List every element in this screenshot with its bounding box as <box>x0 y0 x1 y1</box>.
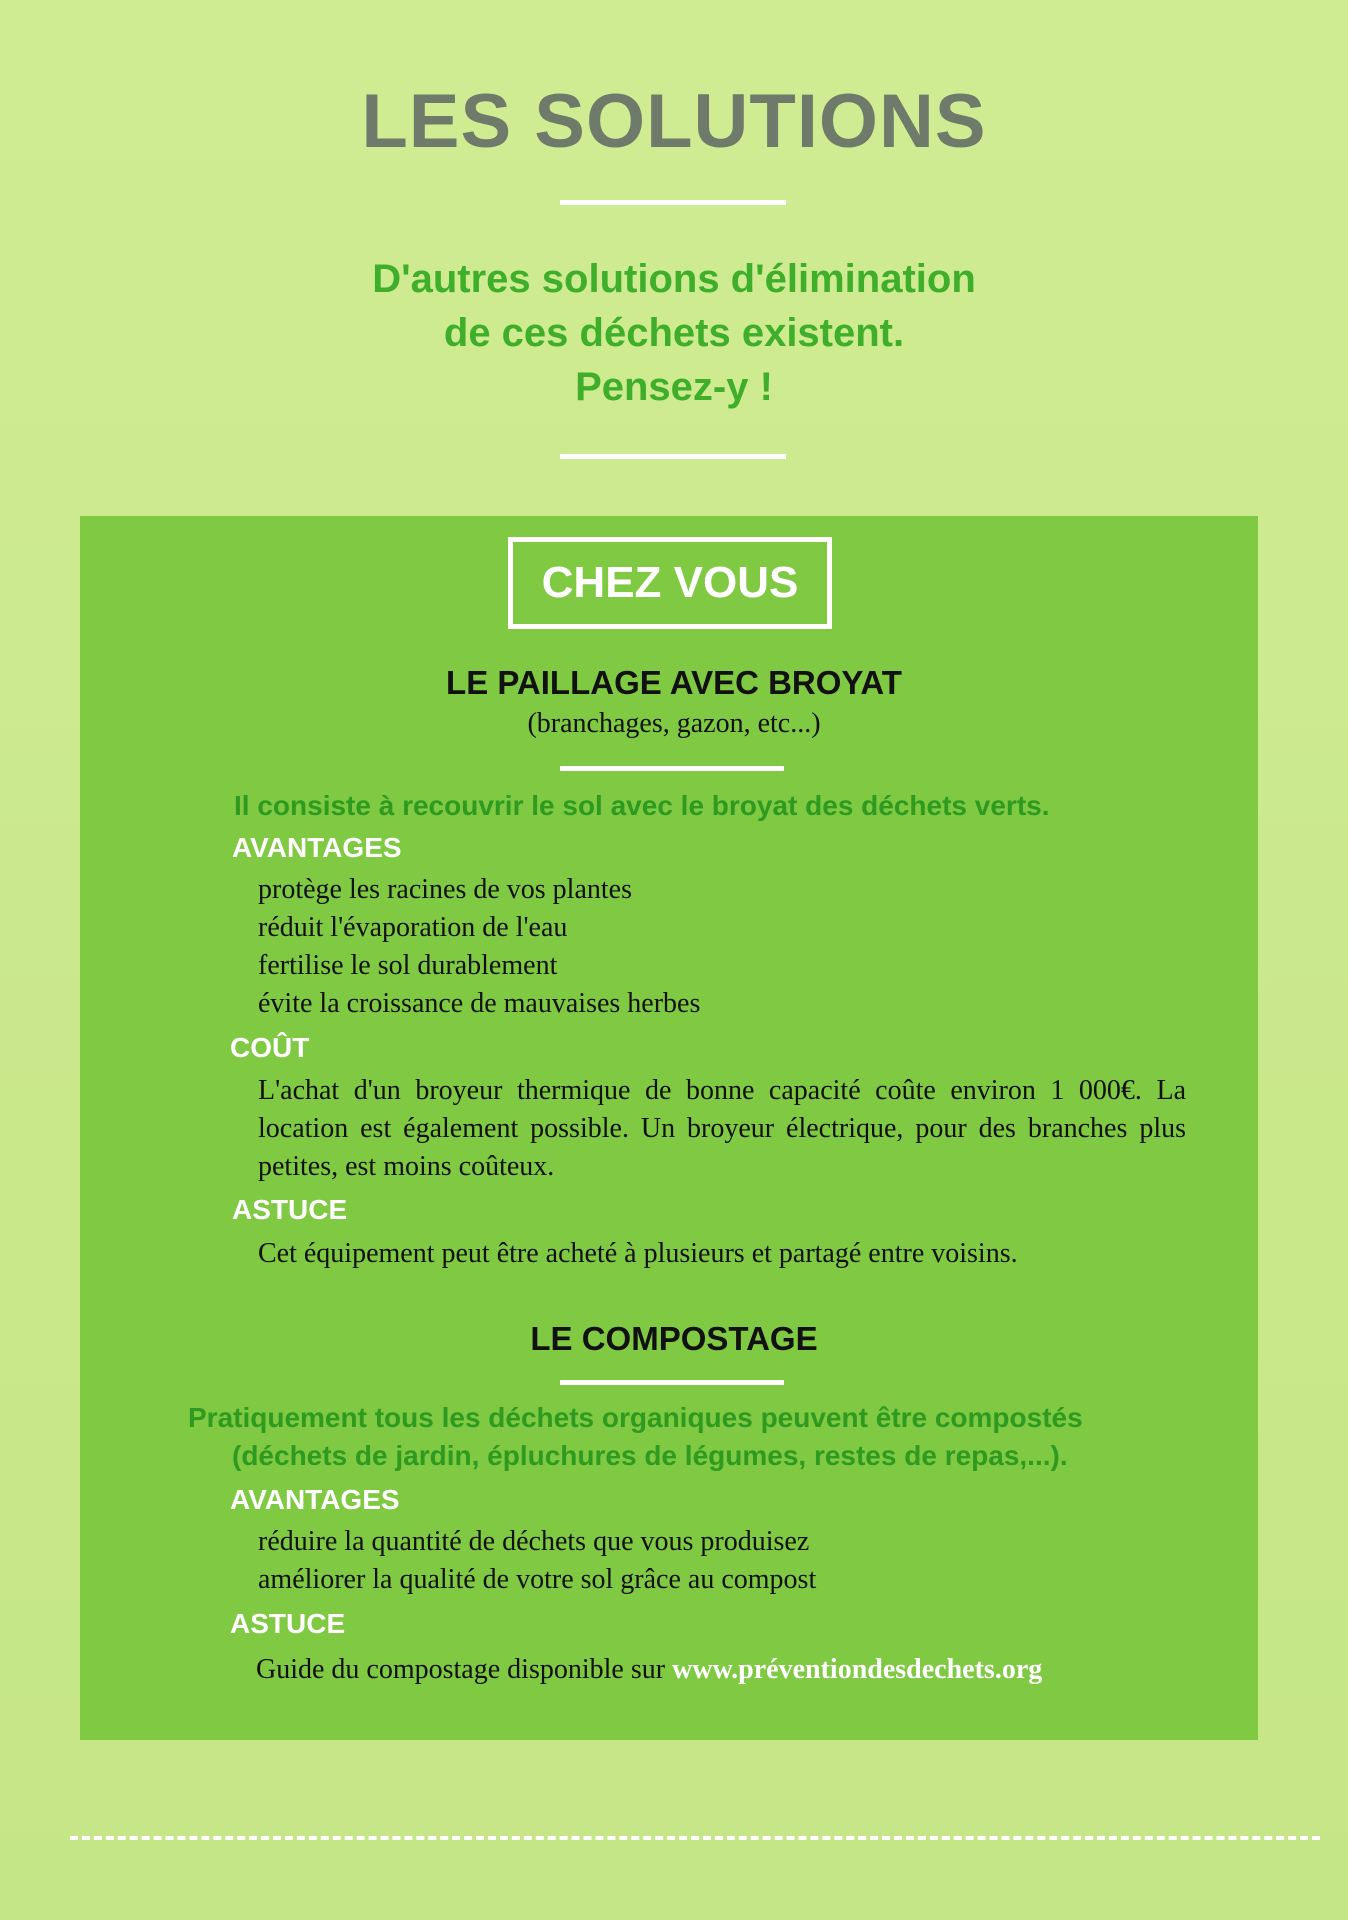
cut-line-divider <box>70 1836 1320 1840</box>
title-divider <box>560 200 786 205</box>
compostage-divider <box>560 1380 784 1385</box>
paillage-avantages-label: AVANTAGES <box>232 832 402 863</box>
page-title: LES SOLUTIONS <box>361 79 987 164</box>
paillage-astuce-label: ASTUCE <box>232 1194 348 1225</box>
compostage-lead-line: Pratiquement tous les déchets organiques peuvent être compostés <box>188 1402 1083 1433</box>
intro-line: D'autres solutions d'élimination <box>372 257 976 301</box>
paillage-heading: LE PAILLAGE AVEC BROYAT <box>446 664 902 701</box>
intro-divider <box>560 454 786 459</box>
paillage-cout-text: L'achat d'un broyeur thermique de bonne capacité coûte environ 1 000€. La location est également possible. Un broyeur électrique, pour des branches plus petites, est moins coûteux. <box>258 1075 1186 1182</box>
compostage-avantage-item: améliorer la qualité de votre sol grâce au compost <box>258 1564 817 1595</box>
compostage-guide-link[interactable]: www.préventiondesdechets.org <box>672 1654 1043 1685</box>
compostage-avantages-label: AVANTAGES <box>230 1484 400 1515</box>
paillage-astuce-text: Cet équipement peut être acheté à plusieurs et partagé entre voisins. <box>258 1238 1018 1269</box>
paillage-subtitle: (branchages, gazon, etc...) <box>527 708 821 739</box>
intro-line: Pensez-y ! <box>575 365 773 409</box>
intro-text <box>0 252 1348 414</box>
compostage-lead-line: (déchets de jardin, épluchures de légumes, restes de repas,...). <box>232 1440 1068 1471</box>
compostage-avantage-item: réduire la quantité de déchets que vous produisez <box>258 1526 810 1557</box>
paillage-divider <box>560 766 784 771</box>
compostage-heading: LE COMPOSTAGE <box>530 1320 818 1357</box>
paillage-avantage-item: réduit l'évaporation de l'eau <box>258 912 568 943</box>
paillage-avantage-item: fertilise le sol durablement <box>258 950 558 981</box>
chez-vous-badge: CHEZ VOUS <box>508 537 832 629</box>
paillage-cout-label: COÛT <box>230 1032 310 1063</box>
paillage-avantage-item: évite la croissance de mauvaises herbes <box>258 988 701 1019</box>
compostage-astuce-label: ASTUCE <box>230 1608 346 1639</box>
paillage-avantage-item: protège les racines de vos plantes <box>258 874 632 905</box>
paillage-lead: Il consiste à recouvrir le sol avec le broyat des déchets verts. <box>234 790 1050 821</box>
compostage-astuce-text: Guide du compostage disponible sur <box>256 1654 666 1685</box>
intro-line: de ces déchets existent. <box>443 311 905 355</box>
compostage-astuce-line <box>256 1654 1042 1686</box>
